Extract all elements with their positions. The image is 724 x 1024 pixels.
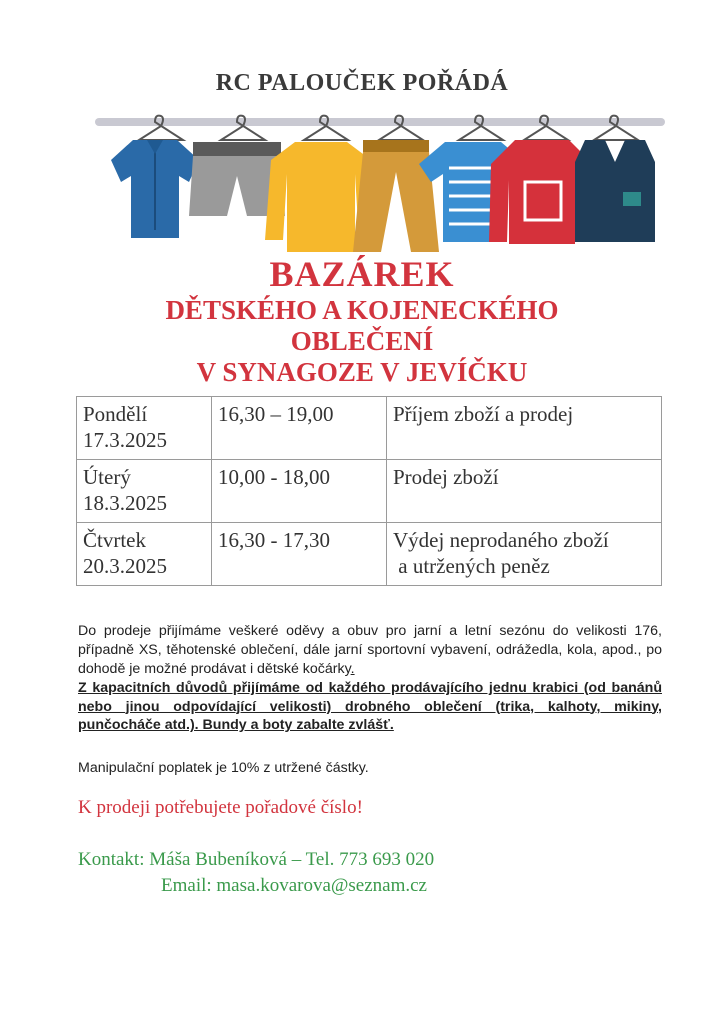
time-cell: 16,30 - 17,30: [212, 523, 387, 586]
contact-phone: Kontakt: Máša Bubeníková – Tel. 773 693 020: [78, 849, 435, 870]
activity-text: Prodej zboží: [393, 465, 499, 489]
day-name: Čtvrtek: [83, 528, 146, 552]
info-paragraph: [78, 622, 662, 735]
title-line-4: V SYNAGOZE V JEVÍČKU: [196, 357, 528, 388]
day-date: 18.3.2025: [83, 491, 167, 516]
activity-text: Výdej neprodaného zboží: [393, 528, 609, 552]
activity-text-2: a utržených peněz: [393, 554, 550, 579]
page-header: RC PALOUČEK POŘÁDÁ: [215, 70, 509, 96]
activity-text: Příjem zboží a prodej: [393, 402, 574, 426]
day-date: 20.3.2025: [83, 554, 167, 579]
table-row: [77, 460, 662, 523]
dark-vest: [575, 140, 655, 242]
activity-cell: [387, 397, 662, 460]
schedule-table: [76, 396, 662, 586]
info-text-end: .: [350, 660, 355, 677]
title-line-1: BAZÁREK: [269, 254, 455, 294]
info-text: Do prodeje přijímáme veškeré oděvy a obuv pro jarní a letní sezónu do velikosti 176, případně XS, těhotenské oblečení, dále jarní sportovní vybavení, odrážedla, kola, apod., po dohodě je možné prodávat i dětské kočárky: [78, 623, 662, 677]
table-row: [77, 523, 662, 586]
contact-email: Email: masa.kovarova@seznam.cz: [161, 874, 427, 896]
day-date: 17.3.2025: [83, 428, 167, 453]
activity-cell: [387, 460, 662, 523]
title-line-2: DĚTSKÉHO A KOJENECKÉHO: [165, 295, 559, 326]
event-title: [0, 254, 724, 389]
queue-number-note: K prodeji potřebujete pořadové číslo!: [78, 797, 363, 818]
day-cell: [77, 460, 212, 523]
capacity-notice: Z kapacitních důvodů přijímáme od každého prodávajícího jednu krabici (od banánů nebo jinou odpovídající velikosti) drobného oblečení (trika, kalhoty, mikiny, punčocháče atd.). Bundy a boty zabalte zvlášť.: [78, 679, 662, 734]
clothes-rack-illustration: [95, 110, 665, 255]
day-cell: [77, 523, 212, 586]
fee-note: Manipulační poplatek je 10% z utržené částky.: [78, 760, 369, 776]
day-name: Úterý: [83, 465, 131, 489]
day-cell: [77, 397, 212, 460]
blue-shirt: [111, 140, 199, 238]
activity-cell: [387, 523, 662, 586]
table-row: [77, 397, 662, 460]
time-cell: 10,00 - 18,00: [212, 460, 387, 523]
title-line-3: OBLEČENÍ: [290, 326, 434, 357]
rack-rail: [95, 118, 665, 126]
brown-pants: [353, 140, 439, 252]
contact-block: [78, 847, 434, 898]
time-cell: 16,30 – 19,00: [212, 397, 387, 460]
day-name: Pondělí: [83, 402, 148, 426]
